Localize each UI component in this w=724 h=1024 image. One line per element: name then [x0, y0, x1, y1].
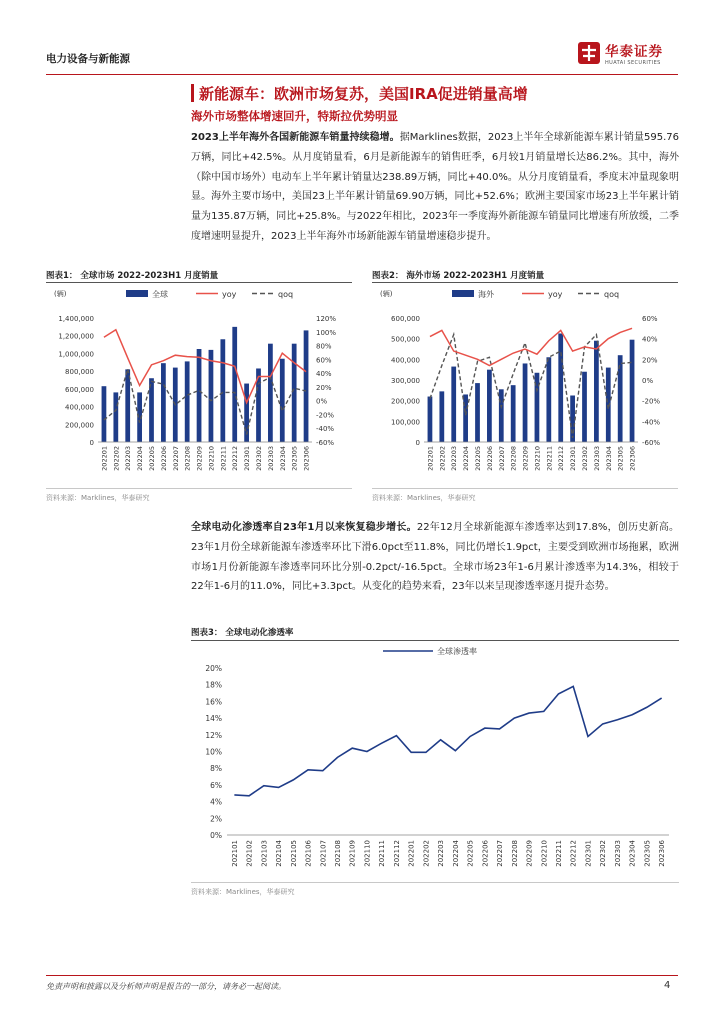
chart2-x-tick: 202304 [604, 446, 613, 471]
chart2-bar [463, 394, 468, 442]
chart3-x-tick: 202105 [289, 840, 298, 867]
paragraph-2-lead: 全球电动化渗透率自23年1月以来恢复稳步增长。 [191, 522, 417, 533]
chart2-x-tick: 202208 [509, 446, 518, 471]
brand-logo [578, 40, 688, 70]
chart2-x-tick: 202211 [545, 446, 554, 471]
chart2-y2-tick: -60% [642, 439, 661, 447]
chart1-legend [126, 289, 293, 299]
logo-text-en: HUATAI SECURITIES [605, 60, 661, 66]
chart3-x-tick: 202211 [555, 840, 563, 867]
chart3-x-tick: 202110 [363, 840, 372, 867]
chart1-y2-tick: 100% [316, 328, 337, 337]
chart3-x-tick: 202112 [392, 840, 401, 867]
chart3-x-tick: 202202 [422, 840, 431, 867]
chart1-x-tick: 202208 [183, 446, 192, 471]
chart2-bar [487, 370, 492, 442]
chart2-y2-tick: 40% [642, 335, 658, 344]
chart3-x-tick: 202108 [334, 840, 342, 867]
chart1-bar [280, 359, 285, 442]
figure-2-source: 资料来源：Marklines，华泰研究 [372, 494, 476, 502]
chart1-y2-tick: -60% [316, 439, 335, 447]
chart1-legend-yoy-label: yoy [222, 290, 237, 299]
chart2-x-tick: 202210 [533, 446, 542, 471]
disclaimer-note: 免责声明和披露以及分析师声明是报告的一部分，请务必一起阅读。 [46, 982, 286, 991]
chart2-x-tick: 202303 [592, 446, 601, 471]
chart1-x-tick: 202301 [243, 446, 252, 471]
chart3-legend-label: 全球渗透率 [437, 647, 477, 656]
chart2-y2-tick: -20% [642, 397, 661, 406]
chart2-x-tick: 202302 [581, 446, 589, 471]
chart3-x-tick: 202101 [230, 840, 239, 867]
chart2-qoq-line [430, 335, 632, 438]
figure-3-title: 图表3： 全球电动化渗透率 [191, 628, 294, 638]
chart2-legend-qoq-label: qoq [604, 290, 620, 299]
chart2-bar [570, 396, 575, 443]
chart1-x-tick: 202210 [207, 446, 216, 471]
chart2-x-tick: 202301 [569, 446, 578, 471]
chart1-x-tick: 202304 [278, 446, 287, 471]
chart3-x-tick: 202304 [628, 840, 637, 867]
chart3-x-tick: 202206 [481, 840, 490, 867]
page-number: 4 [664, 980, 671, 991]
chart1-legend-qoq-label: qoq [278, 290, 294, 299]
chart3-x-tick: 202207 [496, 840, 505, 867]
chart1-y2-tick: 120% [316, 315, 337, 323]
header-divider [46, 74, 678, 75]
chart2-y-tick: 400,000 [391, 356, 420, 365]
chart1-y2-tick: -20% [316, 411, 335, 420]
chart3-x-tick: 202104 [275, 840, 284, 867]
chart2-bar [546, 357, 551, 442]
chart2-bar [511, 385, 516, 442]
chart1-yoy-line [104, 330, 306, 403]
chart1-y-tick: 200,000 [65, 421, 94, 430]
chart1-bar [220, 339, 225, 442]
chart1-legend-bar-label: 全球 [152, 290, 168, 299]
chart1-y-tick: 800,000 [65, 368, 94, 377]
chart2-yoy-line [430, 328, 632, 365]
chart3-y-tick: 16% [205, 697, 222, 707]
chart3-y-tick: 2% [210, 814, 222, 824]
chart1-bar [209, 350, 214, 442]
chart3-y-tick: 6% [210, 780, 222, 790]
chart1-y2-tick: -40% [316, 425, 335, 434]
chart2-bar [630, 340, 635, 442]
chart1-y-tick: 600,000 [65, 385, 94, 394]
figure-1-rule [46, 282, 352, 283]
chart2-bar [439, 391, 444, 442]
figure-3-bottom-rule [191, 882, 679, 883]
chart1-bar [232, 327, 237, 442]
chart3-x-tick: 202209 [525, 840, 534, 867]
figure-1-bottom-rule [46, 488, 352, 489]
chart1-x-tick: 202202 [112, 446, 121, 471]
chart1-x-tick: 202211 [219, 446, 228, 471]
figure-2-rule [372, 282, 678, 283]
chart2-legend-bar-label: 海外 [478, 290, 494, 299]
chart3-series-line [234, 686, 661, 795]
chart3-y-tick: 18% [205, 680, 222, 690]
chart3-x-tick: 202305 [643, 840, 652, 867]
chart2-y-tick: 100,000 [391, 418, 420, 427]
chart1-y2-tick: 80% [316, 342, 332, 351]
chart3-x-tick: 202107 [319, 840, 328, 867]
chart2-bar [475, 383, 480, 442]
paragraph-1-body: 据Marklines数据，2023上半年全球新能源车累计销量595.76万辆，同比+42.5%。从月度销量看，6月是新能源车的销售旺季，6月较1月销量增长达86.2%。其中，海外（除中国市场外）电动车上半年累计销量达238.89万辆，同比+40.0%。从分月度销量看，季度末冲量现象明显。海外主要市场中，美国23上半年累计销量69.90万辆，同比+52.6%；欧洲主要国家市场23上半年累计销量为135.87万辆，同比+25.8%。与2022年相比，2023年一季度海外新能源车销量同比增速有所放缓，二季度增速明显提升，2023上半年海外市场新能源车销量增速稳步提升。 [191, 132, 679, 242]
chart2-x-tick: 202201 [426, 446, 435, 471]
chart1-qoq-line [104, 369, 306, 434]
chart1-y-tick: 400,000 [65, 403, 94, 412]
chart2-bar [451, 367, 456, 442]
paragraph-1 [191, 128, 679, 247]
figure-3-rule [191, 640, 679, 641]
chart3-y-tick: 0% [210, 831, 222, 840]
chart1-y-unit-label: (辆) [54, 290, 67, 298]
chart1-bar [125, 369, 130, 442]
chart1-x-tick: 202302 [255, 446, 263, 471]
chart3-x-tick: 202109 [348, 840, 357, 867]
paragraph-1-lead: 2023上半年海外各国新能源车销量持续稳增。 [191, 132, 400, 143]
chart2-x-tick: 202205 [474, 446, 482, 471]
title-accent-bar [191, 84, 194, 102]
chart2-y2-tick: 60% [642, 315, 658, 323]
chart-global-ev-penetration [191, 642, 679, 882]
chart3-x-tick: 202203 [437, 840, 446, 867]
chart3-x-tick: 202106 [304, 840, 313, 867]
chart2-bar [582, 372, 587, 442]
chart1-bar [102, 386, 107, 442]
chart1-y2-tick: 20% [316, 383, 332, 392]
chart2-y2-tick: -40% [642, 418, 661, 427]
chart3-y-tick: 8% [210, 764, 222, 774]
chart1-legend-bar-swatch [126, 290, 148, 297]
paragraph-2 [191, 518, 679, 597]
chart2-x-tick: 202204 [462, 446, 471, 471]
chart-overseas-monthly-sales [372, 284, 678, 486]
chart3-y-tick: 14% [205, 714, 222, 724]
chart2-x-tick: 202203 [450, 446, 459, 471]
chart2-y-tick: 0 [415, 439, 420, 447]
chart3-x-tick: 202204 [451, 840, 460, 867]
chart3-x-tick: 202210 [540, 840, 549, 867]
chart2-bar [558, 334, 563, 443]
chart2-x-tick: 202212 [557, 446, 566, 471]
chart1-x-tick: 202201 [100, 446, 109, 471]
chart1-x-tick: 202205 [148, 446, 156, 471]
chart2-y-tick: 200,000 [391, 397, 420, 406]
chart2-bar [428, 397, 433, 442]
chart3-x-tick: 202208 [510, 840, 519, 867]
chart1-y-tick: 0 [89, 439, 94, 447]
chart3-y-tick: 12% [205, 730, 222, 740]
chart1-bar [292, 344, 297, 442]
huatai-logo-icon [578, 42, 600, 64]
footer-divider [46, 975, 678, 976]
header-section: 电力设备与新能源 [46, 53, 130, 65]
chart3-x-tick: 202111 [378, 840, 387, 867]
chart2-legend-bar-swatch [452, 290, 474, 297]
chart1-y-tick: 1,400,000 [58, 315, 94, 323]
chart1-x-tick: 202207 [171, 446, 180, 471]
chart1-bar [161, 363, 166, 442]
chart1-x-tick: 202305 [290, 446, 299, 471]
chart1-x-tick: 202209 [195, 446, 204, 471]
chart1-bar [304, 330, 309, 442]
figure-2-title: 图表2： 海外市场 2022-2023H1 月度销量 [372, 271, 545, 281]
chart1-bar [197, 349, 202, 442]
chart2-y-tick: 300,000 [391, 377, 420, 385]
chart2-legend-yoy-label: yoy [548, 290, 563, 299]
chart-global-monthly-sales [46, 284, 352, 486]
chart3-x-tick: 202205 [466, 840, 475, 867]
chart3-legend [383, 646, 477, 656]
chart2-y2-tick: 20% [642, 356, 658, 365]
chart3-x-tick: 202303 [613, 840, 622, 867]
chart2-bar [523, 363, 528, 442]
chart3-y-tick: 10% [205, 747, 222, 757]
chart2-y-unit-label: (辆) [380, 290, 393, 298]
chart1-x-tick: 202303 [266, 446, 275, 471]
chart2-y-tick: 500,000 [391, 335, 420, 344]
chart2-legend [452, 289, 619, 299]
chart2-x-tick: 202202 [438, 446, 447, 471]
figure-2-bottom-rule [372, 488, 678, 489]
chart1-x-tick: 202204 [136, 446, 145, 471]
figure-3-source: 资料来源：Marklines，华泰研究 [191, 888, 295, 896]
chart3-x-tick: 202103 [260, 840, 269, 867]
chart2-bar [499, 389, 504, 442]
chart1-x-tick: 202206 [159, 446, 168, 471]
section-title: 新能源车：欧洲市场复苏，美国IRA促进销量高增 [199, 85, 528, 103]
chart1-x-tick: 202203 [124, 446, 133, 471]
chart3-y-tick: 4% [210, 797, 222, 807]
chart2-x-tick: 202206 [485, 446, 494, 471]
chart1-bar [185, 361, 190, 442]
section-subtitle: 海外市场整体增速回升，特斯拉优势明显 [191, 109, 398, 123]
chart1-bar [113, 392, 118, 442]
paragraph-2-body: 22年12月全球新能源车渗透率达到17.8%，创历史新高。23年1月份全球新能源车渗透率环比下滑6.0pct至11.8%，同比仍增长1.9pct，主要受到欧洲市场拖累，欧洲市场1月份新能源车渗透率同环比分别-0.2pct/-16.5pct。全球市场23年1-6月累计渗透率为14.3%，相较于22年1-6月的11.0%，同比+3.3pct。从变化的趋势来看，23年以来呈现渗透率逐月提升态势。 [191, 522, 679, 593]
chart1-y-tick: 1,200,000 [58, 332, 94, 341]
chart2-x-tick: 202305 [616, 446, 625, 471]
chart1-y2-tick: 60% [316, 356, 332, 365]
chart2-y-tick: 600,000 [391, 315, 420, 323]
chart2-bar [594, 341, 599, 442]
chart3-x-tick: 202302 [599, 840, 608, 867]
chart1-y2-tick: 0% [316, 397, 328, 406]
chart3-x-tick: 202301 [584, 840, 593, 867]
chart3-y-tick: 20% [205, 664, 222, 673]
chart1-y2-tick: 40% [316, 370, 332, 379]
chart1-bar [268, 344, 273, 442]
chart1-y-tick: 1,000,000 [58, 350, 94, 359]
chart2-x-tick: 202209 [521, 446, 530, 471]
logo-text-cn: 华泰证券 [605, 44, 663, 60]
chart3-x-tick: 202306 [658, 840, 667, 867]
chart1-x-tick: 202306 [302, 446, 311, 471]
figure-1-title: 图表1： 全球市场 2022-2023H1 月度销量 [46, 271, 219, 281]
chart3-x-tick: 202212 [569, 840, 578, 867]
chart2-y2-tick: 0% [642, 377, 654, 385]
chart2-x-tick: 202306 [628, 446, 637, 471]
chart3-x-tick: 202201 [407, 840, 416, 867]
chart3-x-tick: 202102 [245, 840, 254, 867]
chart2-x-tick: 202207 [497, 446, 506, 471]
chart1-x-tick: 202212 [231, 446, 240, 471]
figure-1-source: 资料来源：Marklines，华泰研究 [46, 494, 150, 502]
